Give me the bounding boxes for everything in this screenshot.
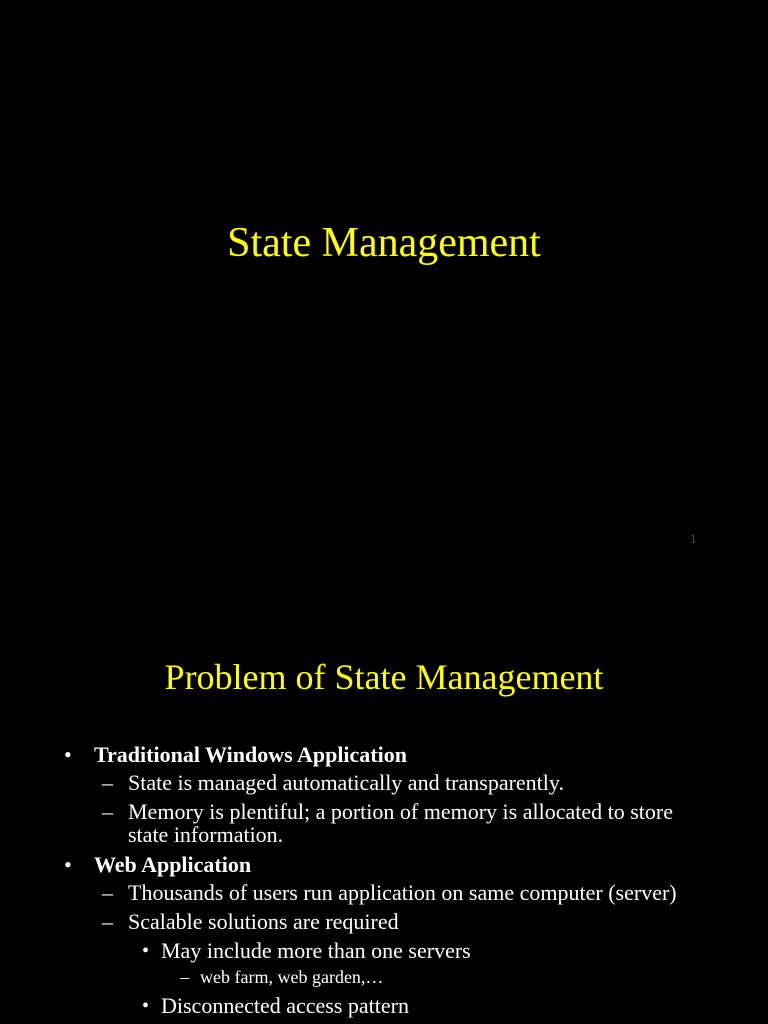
bullet-icon: • bbox=[64, 852, 72, 877]
dash-icon: – bbox=[102, 799, 113, 824]
sub-sub-bullet-item bbox=[0, 939, 768, 963]
sub-bullet-item bbox=[0, 910, 768, 933]
sub-bullet-text: Thousands of users run application on same computer (server) bbox=[128, 880, 677, 905]
slide-number: 1 bbox=[690, 531, 697, 546]
bullet-item bbox=[0, 852, 768, 877]
sub-bullet-text: Scalable solutions are required bbox=[128, 909, 399, 934]
sub-sub-bullet-text: Disconnected access pattern bbox=[161, 993, 409, 1018]
sub-bullet-item bbox=[0, 800, 768, 846]
sub-bullet-text: Memory is plentiful; a portion of memory is allocated to store state information. bbox=[128, 799, 673, 847]
sub-bullet-text: State is managed automatically and transparently. bbox=[128, 770, 564, 795]
bullet-item bbox=[0, 742, 768, 767]
level-4-bullet-text: web farm, web garden,… bbox=[200, 967, 384, 987]
dash-icon: – bbox=[102, 909, 113, 934]
slide-1-title: State Management bbox=[227, 220, 541, 266]
bullet-icon: • bbox=[142, 995, 150, 1017]
sub-sub-bullet-text: May include more than one servers bbox=[161, 938, 471, 963]
bullet-icon: • bbox=[64, 742, 72, 767]
dash-icon: – bbox=[102, 770, 113, 795]
slide-2 bbox=[0, 576, 768, 1024]
bullet-text: Traditional Windows Application bbox=[94, 742, 407, 767]
bullet-icon: • bbox=[142, 940, 150, 962]
dash-icon: – bbox=[180, 967, 189, 987]
level-4-bullet-item bbox=[0, 967, 768, 988]
slide-2-title: Problem of State Management bbox=[164, 657, 604, 697]
sub-sub-bullet-item bbox=[0, 994, 768, 1018]
bullet-list bbox=[0, 742, 768, 1022]
bullet-text: Web Application bbox=[94, 852, 252, 877]
sub-bullet-item bbox=[0, 881, 768, 904]
dash-icon: – bbox=[102, 880, 113, 905]
sub-bullet-item bbox=[0, 771, 768, 794]
